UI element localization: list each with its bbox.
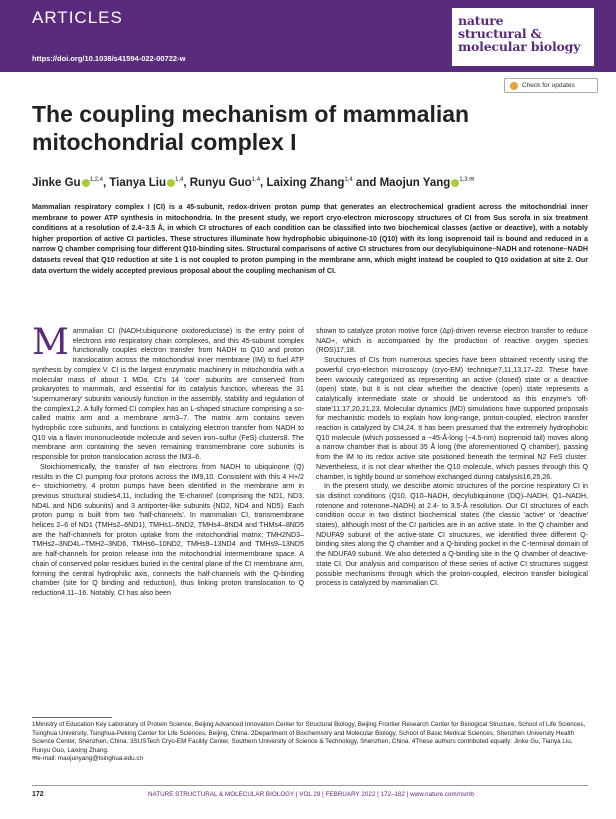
body-paragraph: shown to catalyze proton motive force (Δp)-driven reverse electron transfer to reduce NAD+, which is accompanied by the production of reactive oxygen species (ROS)17,18. [316,327,588,355]
author-affiliation-mark: 1,4 [344,177,353,183]
doi-link[interactable]: https://doi.org/10.1038/s41594-022-00722-w [32,54,186,63]
body-column-right [316,327,588,589]
body-paragraph: Structures of CIs from numerous species have been obtained recently using the powerful cryo-electron microscopy (cryo-EM) technique7,11,13,17–22. These have been variously categorized as representing an active (closed) state or a deactive (open) state, but it is not clear whether the deactive (open) state represents a catalytically intermediate state or should be understood as this enzyme's 'off-state'11,17,20,21,23. Molecular dynamics (MD) simulations have supported proposals for mechanistic models to explain how long-range, proton-coupled, electron transfer reaction is catalyzed by CI4,24. It has been presumed that the extremely hydrophobic Q10 molecule (which possessed a ~45-Å-long (~4.5-nm) isoprenoid tail) moves along a narrow chamber that is about 35 Å long (the aforementioned Q chamber), passing from the IM to its redox active site positioned beneath the terminal N2 FeS cluster. Nevertheless, it is not clear whether the Q10 molecule, which passes through this Q chamber, is tightly bound or somehow exchanged during catalysis16,25,26. [316,356,588,481]
abstract: Mammalian respiratory complex I (CI) is a 45-subunit, redox-driven proton pump that generates an electrochemical gradient across the mitochondrial inner membrane to power ATP synthesis in mitochondria. In the present study, we report cryo-electron microscopy structures of CI from Sus scrofa in six treatment conditions at a resolution of 2.4–3.5 Å, in which CI structures of each condition can be classified into two biochemical classes (active or deactive), with a notably higher proportion of active CI particles. These structures illuminate how hydrophobic ubiquinone-10 (Q10) with its long isoprenoid tail is bound and reduced in a narrow Q chamber comprising four different Q10-binding sites. Structural comparisons of active CI structures from our decylubiquinone–NADH and rotenone–NADH datasets reveal that Q10 reduction at site 1 is not coupled to proton pumping in the membrane arm, which might instead be coupled to Q10 oxidation at site 2. Our data overturn the widely accepted previous proposal about the coupling mechanism of CI. [32,203,588,275]
check-for-updates-button[interactable] [504,78,598,93]
article-banner [0,0,616,72]
crossmark-icon [510,82,518,90]
journal-logo-line: molecular biology [458,39,581,54]
author-name: Laixing Zhang [266,176,345,189]
journal-logo-line: structural & [458,26,542,41]
author-list: Jinke Gu $^{1,2,4}$, Tianya Liu $^{1,4}$, Runyu Guo$^{1,4}$, Laixing Zhang$^{1,4}$ and Maojun Yang $^{1,3 ✉}$ [32,176,475,189]
body-paragraph: ammalian CI (NADH:ubiquinone oxidoreductase) is the entry point of electrons into respiratory chain complexes, and this 45-subunit complex functionally couples electron transfer from NADH to Q10 and proton translocation across the mitochondrial inner membrane (IM) to fuel ATP synthesis by complex V. CI is the largest enzymatic machinery in mitochondria with a molecular mass of about 1 MDa. CI's 14 'core' subunits are conserved from prokaryotes to mammals, and essential for its catalysis function, whereas the 31 'supernumerary' subunits variously function in the assembly, stability and regulation of the complex1,2. A fully formed CI complex has an L-shaped structure comprising a so-called matrix arm and a membrane arm3–7. The matrix arm contains seven hydrophilic core subunits, and functions in catalyzing electron transfer from NADH to Q10 via a flavin mononucleotide molecule and seven iron–sulfur (FeS) clusters8. The membrane arm containing the seven remaining transmembrane core subunits is responsible for proton translocation across the IM3–6. [32,327,304,462]
drop-cap: M [32,322,69,363]
body-paragraph: Stoichiometrically, the transfer of two electrons from NADH to ubiquinone (Q) results in the CI pumping four protons across the IM9,10. Consistent with this 4 H+/2 e− stoichiometry, 4 proton pumps have been identified in the membrane arm in previous structural studies4,11, including the 'E-channel' (comprising the ND1, ND3, ND4L and ND6 subunits) and 3 antiporter-like subunits (ND2, ND4 and ND5). Each proton pump is built from two 'half-channels'. In mammalian CI, transmembrane helices 2–6 of ND1 (TMHs2–6ND1), TMHs1–5ND2, TMHs4–8ND4 and THMs4–8ND5 are the half-channels for proton uptake from the mitochondrial matrix; TMH2ND3–TMHs2–3ND4L–TMH2–3ND6, TMHs6–10ND2, TMHs9–13ND4 and TMHs9–13ND5 are half-channels for proton release into the mitochondrial intermembrane space. A chain of conserved polar residues buried in the central plane of the CI membrane arm, forming the central hydrophilic axis, connects the half-channels with the Q-binding chamber (site for Q binding and reduction), thus linking proton translocation to Q reduction4,11–16. Notably, CI has also been [32,462,304,597]
author-name: Maojun Yang [379,176,451,189]
journal-logo-line: nature [458,13,504,28]
corresponding-email[interactable]: ✉e-mail: maojunyang@tsinghua.edu.cn [32,755,144,763]
footer-divider [32,785,588,786]
body-paragraph: In the present study, we describe atomic structures of the porcine respiratory CI in six distinct conditions (Q10, Q10–NADH, decylubiquinone (DQ)–NADH, Q1–NADH, rotenone and rotenone–NADH) at 2.4- to 3.5-Å resolution. Our CI structures of each condition occur in two distinct biochemical states (the classic 'active' or 'deactive' states), although most of the CI particles are in an active state. In the Q chamber and NDUFA9 subunit of the active-state CI structures, we identified three different Q-binding sites along the Q chamber and a Q-binding pocket in the C-terminal domain of the NDUFA9 subunit. We also detected a Q-binding site in the Q chamber of deactive-state CI. Our analysis and comparison of these series of active CI structures suggest possible mechanisms through which the proton-coupled, electron transfer biological process is catalyzed by mammalian CI. [316,482,588,588]
affiliations-text: 1Ministry of Education Key Laboratory of Protein Science, Beijing Advanced Innovation Center for Structural Biology, Beijing Frontier Research Center for Biological Structure, School of Life Sciences, Tsinghua University, Tsinghua-Peking Center for Life Sciences, Beijing, China. 2Department of Biochemistry and Molecular Biology, School of Basic Medical Sciences, Shenzhen University Health Science Center, Shenzhen, China. 3SUSTech Cryo-EM Facility Center, Southern University of Science & Technology, Shenzhen, China. 4These authors contributed equally: Jinke Gu, Tianya Liu, Runyu Guo, Laixing Zhang. [32,721,586,754]
author-name: Jinke Gu [32,176,81,189]
body-column-left [32,322,304,599]
author-affiliation-mark: 1,3 ✉ [459,177,475,183]
author-name: Runyu Guo [189,176,252,189]
affiliations-footnote [32,721,588,764]
orcid-icon[interactable] [167,179,175,187]
page-number: 172 [32,791,44,798]
article-type: ARTICLES [32,8,123,27]
orcid-icon[interactable] [82,179,90,187]
footer-journal-line: NATURE STRUCTURAL & MOLECULAR BIOLOGY | VOL 29 | FEBRUARY 2022 | 172–182 | www.nature.com/nsmb [148,791,474,798]
author-name: Tianya Liu [109,176,166,189]
article-title: The coupling mechanism of mammalian mitochondrial complex I [32,101,470,155]
author-affiliation-mark: 1,4 [175,177,184,183]
check-for-updates-label: Check for updates [522,82,575,89]
footnote-divider [32,717,112,718]
author-affiliation-mark: 1,4 [251,177,261,183]
author-affiliation-mark: 1,2,4 [89,177,103,183]
journal-logo [452,8,594,66]
